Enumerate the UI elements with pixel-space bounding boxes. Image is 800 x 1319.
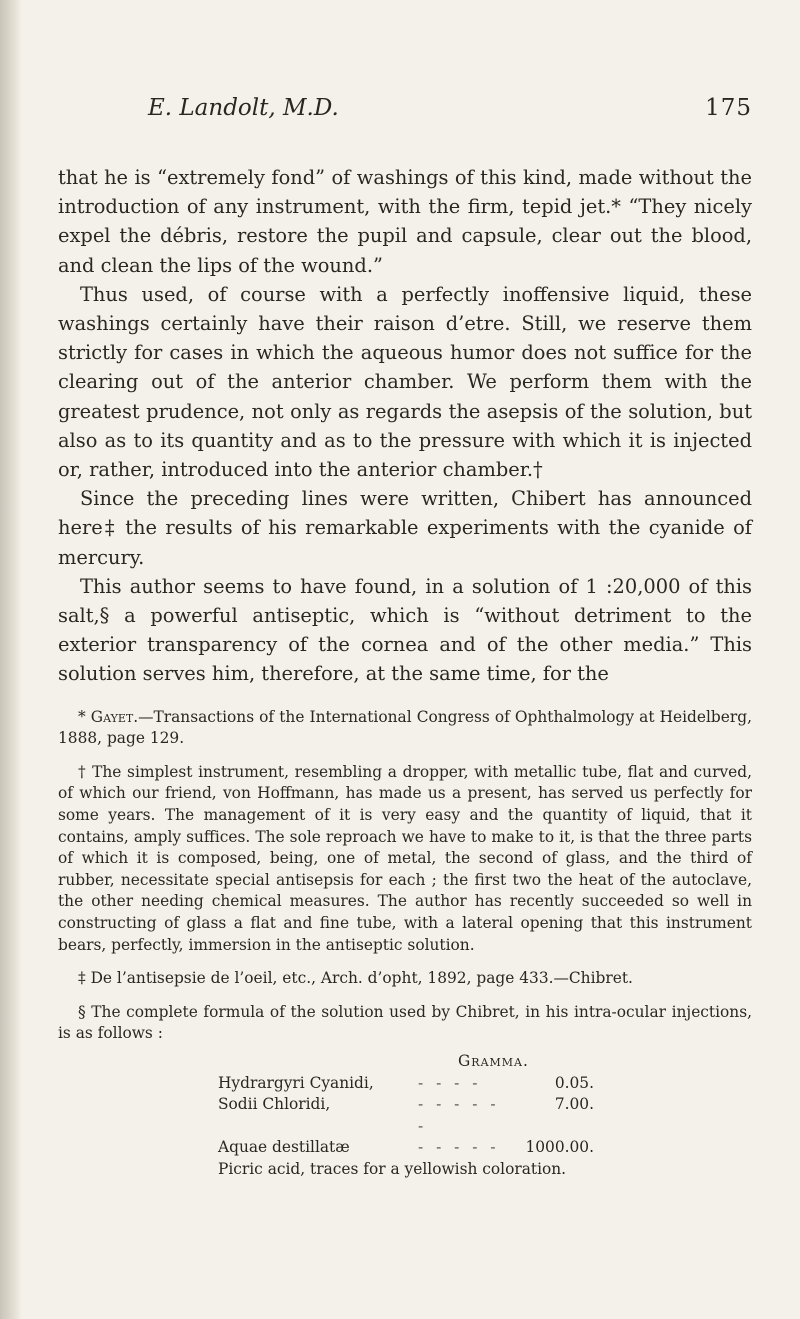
formula-ingredient: Hydrargyri Cyanidi,	[218, 1073, 374, 1092]
formula-row	[218, 1094, 752, 1137]
formula-leader: - - - -	[418, 1073, 482, 1092]
footnote-star: * Gayet.—Transactions of the International Congress of Ophthalmology at Heidelberg, 1888, page 129.	[58, 707, 752, 748]
formula-amount: 0.05.	[554, 1073, 594, 1092]
footnote-star-author: Gayet.	[90, 707, 139, 726]
footnote-section: § The complete formula of the solution used by Chibret, in his intra-ocular injections, is as follows :	[58, 1002, 752, 1043]
body-paragraph-4: This author seems to have found, in a solution of 1 :20,000 of this salt,§ a powerful antiseptic, which is “without detriment to the exterior transparency of the cornea and of the other media.” This solution serves him, therefore, at the same time, for the	[58, 574, 752, 686]
formula-note: Picric acid, traces for a yellowish coloration.	[218, 1159, 567, 1178]
formula-unit-heading: Gramma.	[458, 1051, 529, 1070]
body-text	[58, 163, 752, 689]
formula-row	[218, 1137, 752, 1159]
formula-amount: 7.00.	[554, 1095, 594, 1114]
footnote-dagger: † The simplest instrument, resembling a dropper, with metallic tube, flat and curved, of which our friend, von Hoffmann, has made us a present, has served us perfectly for some years. The management of it is very easy and the quantity of liquid, that it contains, amply suffices. The sole reproach we have to make to it, is that the three parts of which it is composed, being, one of metal, the second of glass, and the third of rubber, necessitate special antisepsis for each ; the first two the heat of the autoclave, the other needing chemical measures. The author has recently succeeded so well in constructing of glass a flat and fine tube, with a lateral opening that this instrument bears, perfectly, immersion in the antiseptic solution.	[58, 762, 752, 954]
formula-leader: - - - - - -	[418, 1095, 500, 1135]
formula-amount: 1000.00.	[525, 1138, 594, 1157]
footnotes	[58, 707, 752, 1045]
running-header	[148, 95, 752, 121]
formula-leader: - - - - -	[418, 1138, 500, 1157]
formula-ingredient: Sodii Chloridi,	[218, 1095, 331, 1114]
page-number: 175	[705, 95, 752, 121]
header-author: E. Landolt, M.D.	[148, 95, 339, 121]
formula-ingredient: Aquae destillatæ	[218, 1138, 350, 1157]
book-page	[58, 95, 752, 1181]
footnote-star-text: —Transactions of the International Congress of Ophthalmology at Heidelberg, 1888, page 129.	[58, 707, 752, 748]
body-paragraph-2: Thus used, of course with a perfectly inoffensive liquid, these washings certainly have their raison d’etre. Still, we reserve them strictly for cases in which the aqueous humor does not suffice for the clearing out of the anterior chamber. We perform them with the greatest prudence, not only as regards the asepsis of the solution, but also as to its quantity and as to the pressure with which it is injected or, rather, introduced into the anterior chamber.†	[58, 282, 752, 482]
page-gutter-shadow	[0, 0, 22, 1319]
formula-table	[58, 1051, 752, 1181]
footnote-double-dagger: ‡ De l’antisepsie de l’oeil, etc., Arch. d’opht, 1892, page 433.—Chibret.	[78, 969, 633, 988]
formula-row	[218, 1073, 752, 1095]
body-paragraph-3: Since the preceding lines were written, Chibert has announced here‡ the results of his remarkable experiments with the cyanide of mercury.	[58, 487, 752, 569]
body-paragraph-1: that he is “extremely fond” of washings of this kind, made without the introduction of any instrument, with the firm, tepid jet.* “They nicely expel the débris, restore the pupil and capsule, clear out the blood, and clean the lips of the wound.”	[58, 166, 752, 277]
